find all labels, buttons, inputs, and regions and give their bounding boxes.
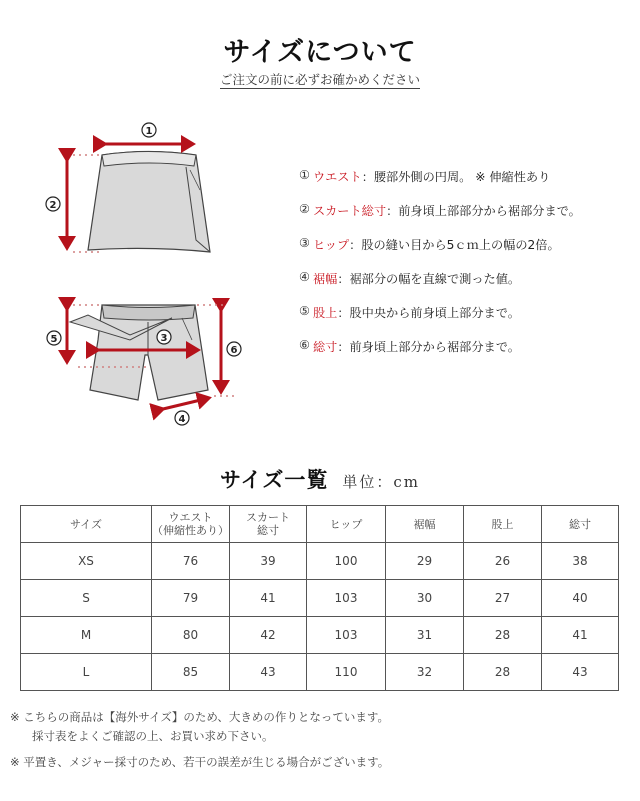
table-row [21, 580, 619, 617]
page-title: サイズについて [223, 37, 417, 68]
cell-total-length: 43 [542, 654, 619, 691]
legend-number: ③ [299, 236, 310, 250]
header-rise: 股上 [464, 506, 542, 543]
skirt-illustration [88, 152, 210, 253]
legend-desc: 前身頃上部部分から裾部分まで。 [398, 204, 581, 218]
header-hip: ヒップ [307, 506, 386, 543]
cell-size: M [21, 617, 152, 654]
legend-number: ⑤ [299, 304, 310, 318]
legend-term: ウエスト [312, 170, 362, 184]
legend-item-skirt-length: ② スカート総寸 ： 前身頃上部部分から裾部分まで。 [299, 202, 581, 218]
cell-hip: 103 [307, 617, 386, 654]
cell-skirt-length: 41 [230, 580, 307, 617]
header-waist: ウエスト （伸縮性あり） [152, 506, 230, 543]
cell-rise: 26 [464, 543, 542, 580]
legend-number: ① [299, 168, 310, 182]
cell-size: S [21, 580, 152, 617]
cell-total-length: 41 [542, 617, 619, 654]
note-overseas-size-cont: 採寸表をよくご確認の上、お買い求め下さい。 [32, 729, 274, 743]
svg-text:2: 2 [49, 200, 57, 211]
legend-desc: 前身頃上部分から裾部分まで。 [349, 340, 520, 354]
note-measurement-error: ※ 平置き、メジャー採寸のため、若干の誤差が生じる場合がございます。 [10, 755, 390, 769]
cell-waist: 80 [152, 617, 230, 654]
legend-item-rise: ⑤ 股上 ： 股中央から前身頃上部分まで。 [299, 304, 520, 320]
legend-desc: 股の縫い目から5ｃｍ上の幅の2倍。 [361, 238, 560, 252]
hem-width-arrow [163, 398, 209, 409]
note-overseas-size: ※ こちらの商品は【海外サイズ】のため、大きめの作りとなっています。 [10, 710, 389, 724]
cell-waist: 76 [152, 543, 230, 580]
legend-item-waist: ① ウエスト ： 腰部外側の円周。 ※ 伸縮性あり [299, 168, 551, 184]
table-header-row [21, 506, 619, 543]
cell-skirt-length: 39 [230, 543, 307, 580]
cell-waist: 79 [152, 580, 230, 617]
cell-hem-width: 31 [386, 617, 464, 654]
cell-rise: 28 [464, 617, 542, 654]
size-table-heading [0, 464, 640, 494]
legend-desc: 裾部分の幅を直線で測った値。 [349, 272, 521, 286]
cell-total-length: 40 [542, 580, 619, 617]
cell-hem-width: 30 [386, 580, 464, 617]
subtitle-text: ご注文の前に必ずお確かめください [219, 72, 420, 87]
shorts-illustration [70, 305, 208, 400]
size-table-unit: 単位：cm [342, 473, 420, 491]
legend-number: ④ [299, 270, 310, 284]
legend-term: スカート総寸 [312, 204, 387, 218]
cell-total-length: 38 [542, 543, 619, 580]
table-row [21, 654, 619, 691]
cell-rise: 27 [464, 580, 542, 617]
svg-text:3: 3 [160, 333, 168, 344]
legend-desc: 股中央から前身頃上部分まで。 [349, 306, 520, 320]
header-skirt-length: スカート 総寸 [230, 506, 307, 543]
cell-hip: 103 [307, 580, 386, 617]
cell-skirt-length: 43 [230, 654, 307, 691]
table-row [21, 543, 619, 580]
cell-hem-width: 32 [386, 654, 464, 691]
svg-text:5: 5 [50, 334, 58, 345]
legend-item-hip: ③ ヒップ ： 股の縫い目から5ｃｍ上の幅の2倍。 [299, 236, 560, 252]
svg-text:1: 1 [145, 126, 153, 137]
legend-number: ⑥ [299, 338, 310, 352]
cell-waist: 85 [152, 654, 230, 691]
cell-skirt-length: 42 [230, 617, 307, 654]
measurement-legend [299, 168, 581, 372]
legend-term: 総寸 [312, 340, 338, 354]
table-row [21, 617, 619, 654]
legend-term: ヒップ [312, 238, 350, 252]
size-table-title: サイズ一覧 [220, 468, 329, 492]
size-table [20, 505, 619, 691]
cell-size: L [21, 654, 152, 691]
cell-hem-width: 29 [386, 543, 464, 580]
cell-size: XS [21, 543, 152, 580]
legend-item-total-length: ⑥ 総寸 ： 前身頃上部分から裾部分まで。 [299, 338, 520, 354]
legend-term: 股上 [312, 306, 338, 320]
svg-text:6: 6 [230, 345, 238, 356]
legend-term: 裾幅 [312, 272, 338, 286]
legend-desc: 腰部外側の円周。 ※ 伸縮性あり [373, 170, 551, 184]
legend-number: ② [299, 202, 310, 216]
header-hem-width: 裾幅 [386, 506, 464, 543]
size-notes [10, 708, 389, 772]
header-total-length: 総寸 [542, 506, 619, 543]
svg-text:4: 4 [178, 414, 186, 425]
legend-item-hem-width: ④ 裾幅 ： 裾部分の幅を直線で測った値。 [299, 270, 521, 286]
cell-hip: 110 [307, 654, 386, 691]
cell-hip: 100 [307, 543, 386, 580]
cell-rise: 28 [464, 654, 542, 691]
header-size: サイズ [21, 506, 152, 543]
